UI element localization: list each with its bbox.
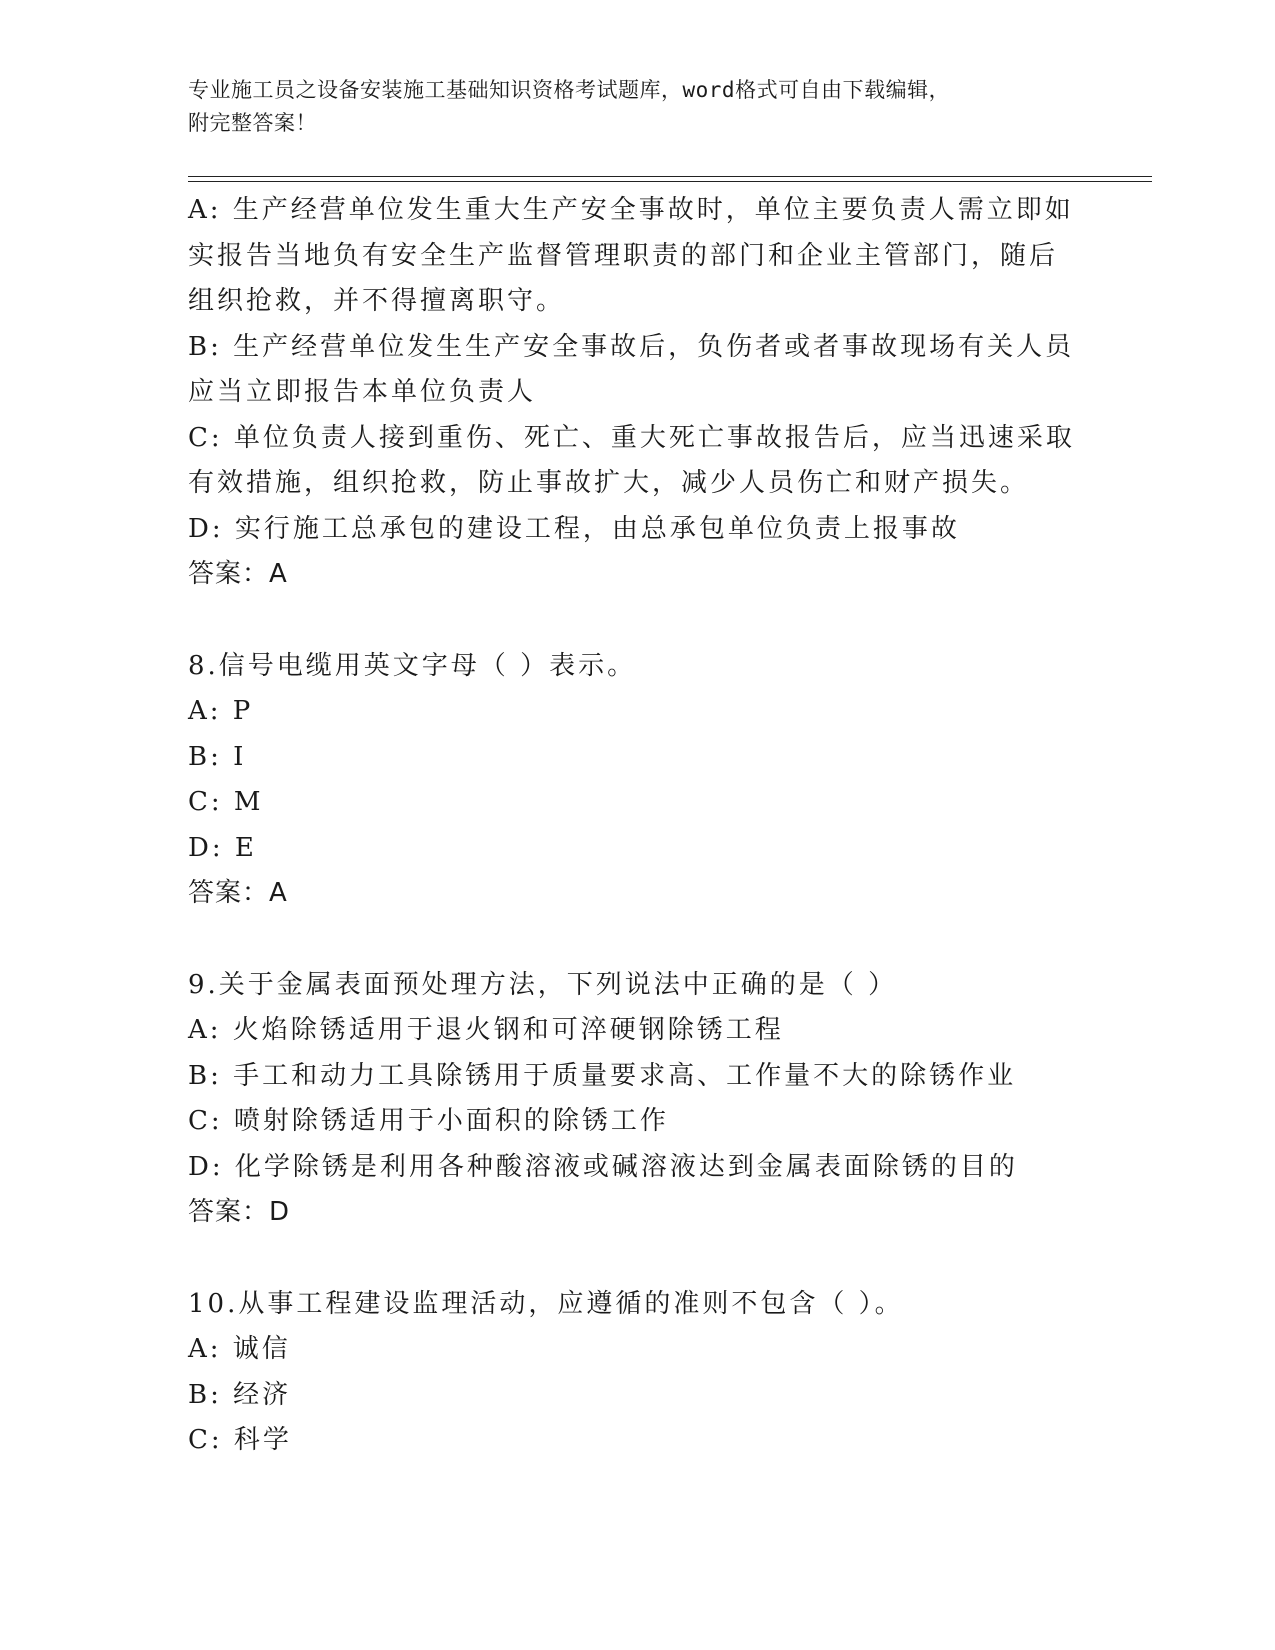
document-header (188, 74, 1068, 140)
option-b: B: I (188, 741, 247, 772)
spacer (188, 598, 1128, 644)
header-divider-bottom (188, 181, 1152, 182)
option-line: 实报告当地负有安全生产监督管理职责的部门和企业主管部门，随后 (188, 240, 1059, 271)
spacer (188, 917, 1128, 963)
question-stem: 10.从事工程建设监理活动，应遵循的准则不包含（ ）。 (188, 1288, 904, 1319)
option-a: A: P (188, 696, 254, 726)
option-c: C: M (188, 787, 264, 817)
header-title-line-1: 专业施工员之设备安装施工基础知识资格考试题库，word格式可自由下载编辑， (188, 78, 951, 102)
question-list (188, 188, 1128, 1464)
option-line: 有效措施，组织抢救，防止事故扩大，减少人员伤亡和财产损失。 (188, 468, 1030, 498)
question-block-8 (188, 644, 1128, 917)
question-block-7 (188, 188, 1128, 598)
answer-line: 答案：D (188, 1197, 291, 1227)
spacer (188, 1236, 1128, 1282)
question-stem: 9.关于金属表面预处理方法，下列说法中正确的是（ ） (188, 969, 898, 1000)
answer-line: 答案：A (188, 559, 288, 589)
option-line: 组织抢救，并不得擅离职守。 (188, 286, 566, 316)
option-b: B: 经济 (188, 1379, 292, 1410)
option-line: C: 单位负责人接到重伤、死亡、重大死亡事故报告后，应当迅速采取 (188, 422, 1075, 453)
question-block-9 (188, 963, 1128, 1236)
option-line: A: 生产经营单位发生重大生产安全事故时，单位主要负责人需立即如 (188, 195, 1074, 225)
option-c: C: 科学 (188, 1425, 292, 1455)
option-d: D: 化学除锈是利用各种酸溶液或碱溶液达到金属表面除锈的目的 (188, 1151, 1018, 1182)
answer-line: 答案：A (188, 878, 288, 908)
option-line: 应当立即报告本单位负责人 (188, 377, 537, 407)
option-b: B: 手工和动力工具除锈用于质量要求高、工作量不大的除锈作业 (188, 1060, 1017, 1091)
option-a: A: 火焰除锈适用于退火钢和可淬硬钢除锈工程 (188, 1015, 784, 1045)
option-a: A: 诚信 (188, 1334, 291, 1364)
option-d: D: E (188, 832, 257, 863)
option-line: B: 生产经营单位发生生产安全事故后，负伤者或者事故现场有关人员 (188, 331, 1075, 362)
header-title-line-2: 附完整答案！ (188, 111, 317, 135)
option-c: C: 喷射除锈适用于小面积的除锈工作 (188, 1106, 669, 1136)
option-line: D: 实行施工总承包的建设工程，由总承包单位负责上报事故 (188, 513, 960, 544)
question-block-10 (188, 1282, 1128, 1464)
header-divider-top (188, 176, 1152, 177)
question-stem: 8.信号电缆用英文字母（ ）表示。 (188, 650, 637, 681)
